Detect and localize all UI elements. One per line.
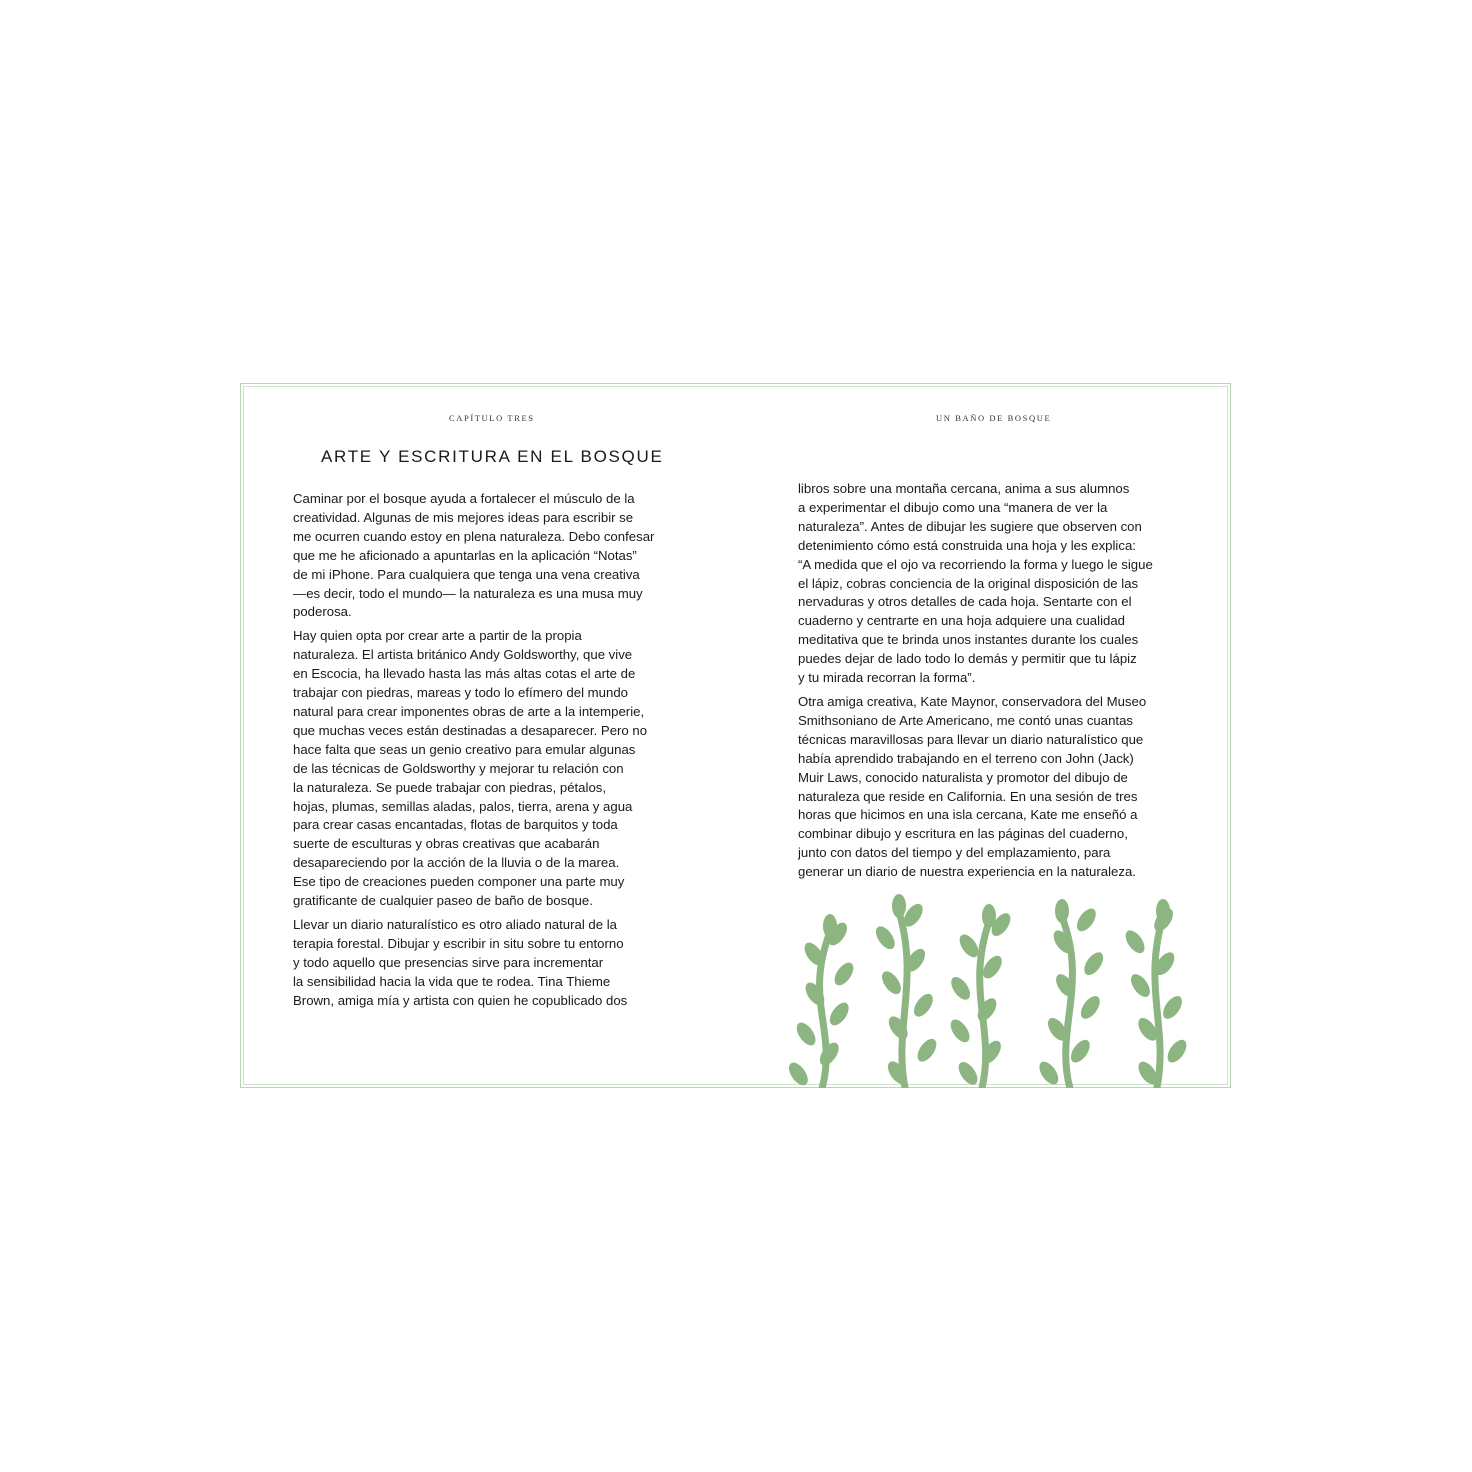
- leaf: [823, 914, 837, 938]
- leaf: [947, 1016, 973, 1045]
- leaf: [1122, 927, 1148, 956]
- text-line: Muir Laws, conocido naturalista y promotor del dibujo de: [798, 769, 1128, 785]
- leaf: [1067, 1037, 1093, 1066]
- leaf: [1081, 949, 1107, 978]
- text-line: generar un diario de nuestra experiencia en la naturaleza.: [798, 864, 1136, 880]
- section-title: ARTE Y ESCRITURA EN EL BOSQUE: [321, 447, 664, 466]
- leaf: [955, 1059, 981, 1088]
- text-line: cuaderno y centrarte en una hoja adquiere una cualidad: [798, 613, 1125, 629]
- body-paragraph: [293, 916, 688, 1011]
- text-line: —es decir, todo el mundo— la naturaleza es una musa muy: [293, 585, 643, 601]
- text-line: Llevar un diario naturalístico es otro aliado natural de la: [293, 916, 618, 932]
- text-line: Caminar por el bosque ayuda a fortalecer el músculo de la: [293, 491, 635, 506]
- leaf: [1073, 905, 1099, 934]
- text-line: Smithsoniano de Arte Americano, me contó unas cuantas: [798, 712, 1134, 728]
- text-line: Ese tipo de creaciones pueden componer una parte muy: [293, 874, 625, 890]
- leaf: [1036, 1058, 1062, 1087]
- text-line: “A medida que el ojo va recorriendo la forma y luego le sigue: [798, 556, 1153, 572]
- text-line: y tu mirada recorran la forma”.: [798, 670, 976, 686]
- text-line: poderosa.: [293, 604, 352, 620]
- text-line: hojas, plumas, semillas aladas, palos, tierra, arena y agua: [293, 798, 633, 814]
- text-line: naturaleza. El artista británico Andy Goldsworthy, que vive: [293, 647, 633, 663]
- text-line: natural para crear imponentes obras de arte a la intemperie,: [293, 703, 645, 719]
- text-line: puedes dejar de lado todo lo demás y permitir que tu lápiz: [798, 651, 1137, 667]
- text-line: junto con datos del tiempo y del emplazamiento, para: [798, 845, 1111, 861]
- left-column: [293, 490, 688, 1015]
- vine-stem: [947, 904, 1014, 1088]
- text-line: naturaleza que reside en California. En una sesión de tres: [798, 788, 1138, 804]
- text-line: hace falta que seas un genio creativo para emular algunas: [293, 741, 636, 757]
- leaf: [910, 991, 936, 1020]
- body-paragraph: [293, 627, 688, 911]
- leaf: [1127, 971, 1153, 1000]
- text-line: suerte de esculturas y obras creativas que acabarán: [293, 836, 600, 852]
- leaf: [1156, 899, 1170, 923]
- leaf: [831, 959, 857, 988]
- text-line: me ocurren cuando estoy en plena naturaleza. Debo confesar: [293, 528, 655, 544]
- text-line: técnicas maravillosas para llevar un diario naturalístico que: [798, 731, 1144, 747]
- text-line: y todo aquello que presencias sirve para incrementar: [293, 954, 604, 970]
- text-line: terapia forestal. Dibujar y escribir in situ sobre tu entorno: [293, 935, 624, 951]
- leaf: [1159, 993, 1185, 1022]
- text-line: a experimentar el dibujo como una “manera de ver la: [798, 499, 1108, 515]
- text-line: meditativa que te brinda unos instantes durante los cuales: [798, 632, 1139, 648]
- leaf: [947, 974, 973, 1003]
- text-line: la sensibilidad hacia la vida que te rodea. Tina Thieme: [293, 973, 611, 989]
- text-line: que me he aficionado a apuntarlas en la aplicación “Notas”: [293, 547, 637, 563]
- text-line: libros sobre una montaña cercana, anima a sus alumnos: [798, 481, 1130, 496]
- vine-stem: [1036, 899, 1107, 1088]
- vine-stem: [785, 914, 857, 1088]
- text-line: de mi iPhone. Para cualquiera que tenga una vena creativa: [293, 566, 640, 582]
- text-line: para crear casas encantadas, flotas de barquitos y toda: [293, 817, 618, 833]
- leaf: [1055, 899, 1069, 923]
- running-head-right: UN BAÑO DE BOSQUE: [936, 413, 1052, 423]
- leaf: [826, 999, 852, 1028]
- right-column: [798, 480, 1193, 887]
- text-line: creatividad. Algunas de mis mejores ideas para escribir se: [293, 509, 634, 525]
- text-line: combinar dibujo y escritura en las páginas del cuaderno,: [798, 826, 1128, 842]
- leaf: [1164, 1037, 1190, 1066]
- text-line: el lápiz, cobras conciencia de la original disposición de las: [798, 575, 1139, 591]
- text-line: Otra amiga creativa, Kate Maynor, conservadora del Museo: [798, 693, 1147, 709]
- text-line: trabajar con piedras, mareas y todo lo efímero del mundo: [293, 685, 628, 701]
- text-line: que muchas veces están destinadas a desaparecer. Pero no: [293, 722, 648, 738]
- text-line: detenimiento cómo está construida una hoja y les explica:: [798, 537, 1136, 553]
- text-line: la naturaleza. Se puede trabajar con piedras, pétalos,: [293, 779, 607, 795]
- leaf: [878, 968, 904, 997]
- body-paragraph: [798, 693, 1193, 882]
- text-line: desapareciendo por la acción de la lluvia o de la marea.: [293, 855, 620, 871]
- text-line: había aprendido trabajando en el terreno con John (Jack): [798, 750, 1134, 766]
- book-spread: [240, 383, 1231, 1088]
- vine-stem: [872, 894, 940, 1088]
- leaf: [785, 1059, 811, 1088]
- text-line: horas que hicimos en una isla cercana, Kate me enseñó a: [798, 807, 1138, 823]
- leaf: [793, 1019, 819, 1048]
- text-line: en Escocia, ha llevado hasta las más altas cotas el arte de: [293, 666, 636, 682]
- text-line: Brown, amiga mía y artista con quien he copublicado dos: [293, 992, 628, 1008]
- text-line: Hay quien opta por crear arte a partir de la propia: [293, 628, 582, 644]
- body-paragraph: [798, 480, 1193, 688]
- leaf: [982, 904, 996, 928]
- leaf: [914, 1036, 940, 1065]
- leaf: [872, 923, 898, 952]
- leaf: [892, 894, 906, 918]
- text-line: nervaduras y otros detalles de cada hoja. Sentarte con el: [798, 594, 1132, 610]
- running-head-left: CAPÍTULO TRES: [449, 413, 535, 423]
- green-vine-plants-illustration: [781, 892, 1211, 1088]
- text-line: de las técnicas de Goldsworthy y mejorar tu relación con: [293, 760, 624, 776]
- text-line: gratificante de cualquier paseo de baño de bosque.: [293, 893, 593, 909]
- vine-stem: [1122, 899, 1190, 1088]
- text-line: naturaleza”. Antes de dibujar les sugiere que observen con: [798, 518, 1142, 534]
- body-paragraph: [293, 490, 688, 622]
- leaf: [1077, 993, 1103, 1022]
